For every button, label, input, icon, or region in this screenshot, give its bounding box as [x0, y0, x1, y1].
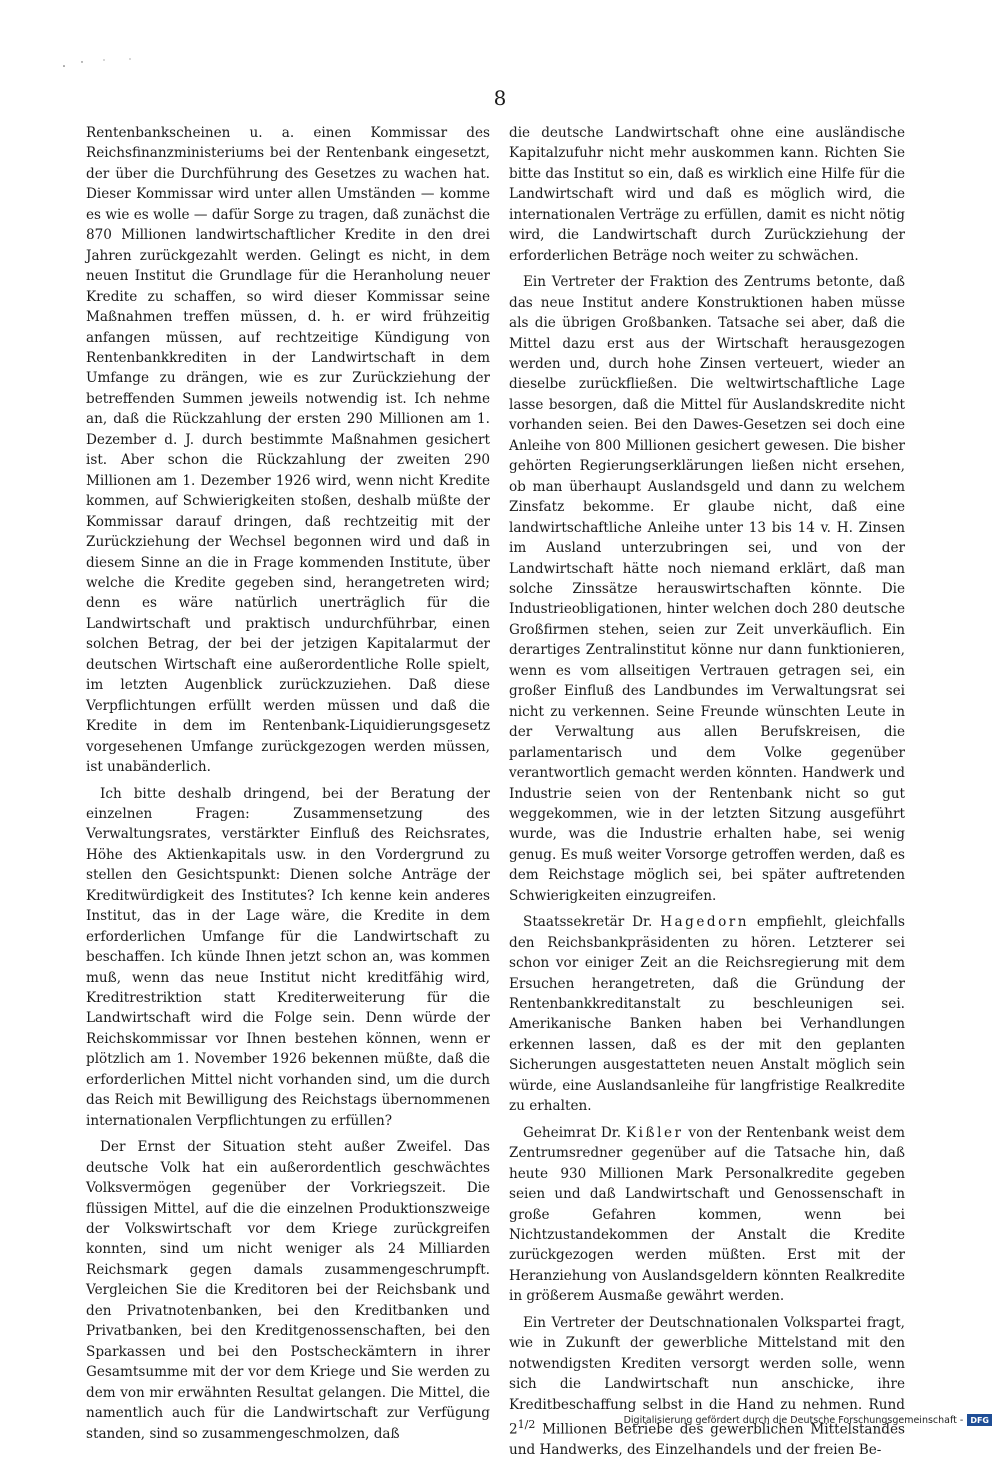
fraction: 1/2 [517, 1418, 536, 1432]
right-column [509, 123, 905, 1461]
right-paragraph-4 [509, 1123, 905, 1307]
p5-body: Millionen Betriebe des gewerblichen Mittelstandes und Handwerks, des Einzelhandels und der freien Be- [509, 1421, 905, 1459]
p3-lead: Staatssekretär Dr. [523, 914, 661, 931]
right-paragraph-2: Ein Vertreter der Fraktion des Zentrums betonte, daß das neue Institut andere Konstruktionen haben müsse als die übrigen Großbanken. Tatsache sei aber, daß die Mittel dazu erst aus der Wirtschaft herausgezogen werden und, durch hohe Zinsen verteuert, wieder an dieselbe zurückfließen. Die weltwirtschaftliche Lage lasse besorgen, daß die Mittel für Auslandskredite nicht vorhanden seien. Bei den Dawes-Gesetzen sei doch eine Anleihe von 800 Millionen gesichert gewesen. Die bisher gehörten Regierungserklärungen ließen nicht ersehen, ob man überhaupt Auslandsgeld und dann zu welchem Zinsfatz bekomme. Er glaube nicht, daß eine landwirtschaftliche Anleihe unter 13 bis 14 v. H. Zinsen im Ausland unterzubringen sei, und von der Landwirtschaft hätte noch niemand erklärt, daß man solche Zinssätze herauswirtschaften könnte. Die Industrieobligationen, hinter welchen doch 280 deutsche Großfirmen stehen, seien zur Zeit unverkäuflich. Ein derartiges Zentralinstitut könne nur dann funktionieren, wenn es vom allseitigen Vertrauen getragen sei, ein großer Einfluß des Landbundes im Verwaltungsrat sei nicht zu verkennen. Seine Freunde wünschten Leute in der Verwaltung aus allen Berufskreisen, die parlamentarisch und dem Volke gegenüber verantwortlich gemacht werden könnten. Handwerk und Industrie seien von der Rentenbank nicht so gut weggekommen, wie in der letzten Sitzung ausgeführt wurde, was die Industrie erhalten habe, sei wenig genug. Es muß weiter Vorsorge getroffen werden, daß es dem Reichstage möglich sei, bei später auftretenden Schwierigkeiten einzugreifen. [509, 274, 905, 904]
right-paragraph-1: die deutsche Landwirtschaft ohne eine ausländische Kapitalzufuhr nicht mehr auskommen kann. Richten Sie bitte das Institut so ein, daß es wirklich eine Hilfe für die Landwirtschaft wird und daß es möglich wird, die internationalen Verträge zu erfüllen, damit es nicht nötig wird, die Landwirtschaft durch Zurückziehung der erforderlichen Beträge noch weiter zu schwächen. [509, 125, 905, 264]
dfg-logo: DFG [967, 1414, 992, 1426]
left-paragraph-2: Ich bitte deshalb dringend, bei der Beratung der einzelnen Fragen: Zusammensetzung des Verwaltungsrates, verstärkter Einfluß des Reichsrates, Höhe des Aktienkapitals usw. in den Vordergrund zu stellen den Gesichtspunkt: Dienen solche Anträge der Kreditwürdigkeit des Institutes? Ich kenne kein anderes Institut, das in der Lage wäre, die Kredite in dem erforderlichen Umfange für die Landwirtschaft zu beschaffen. Ich künde Ihnen jetzt schon an, was kommen muß, wenn das neue Institut nicht kreditfähig wird, Kreditrestriktion statt Krediterweiterung für die Landwirtschaft wird die Folge sein. Denn würde der Reichskommissar vor Ihnen bestehen können, wenn er plötzlich am 1. November 1926 bekennen müßte, daß die erforderlichen Mittel nicht vorhanden sind, um die durch das Reich mit Bewilligung des Reichstags übernommenen internationalen Verpflichtungen zu erfüllen? [86, 785, 490, 1129]
left-paragraph-1: Rentenbankscheinen u. a. einen Kommissar des Reichsfinanzministeriums bei der Rentenbank eingesetzt, der über die Durchführung des Gesetzes zu wachen hat. Dieser Kommissar wird unter allen Umständen — komme es wie es wolle — dafür Sorge zu tragen, daß zunächst die 870 Millionen landwirtschaftlicher Kredite in den drei Jahren zurückgezahlt werden. Gelingt es nicht, in dem neuen Institut die Grundlage für die Heranholung neuer Kredite zu schaffen, so wird dieser Kommissar seine Maßnahmen treffen müssen, d. h. er wird frühzeitig anfangen müssen, auf rechtzeitige Kündigung von Rentenbankkrediten in der Landwirtschaft in dem Umfange zu drängen, wie es zur Zurückziehung der betreffenden Summen jeweils notwendig ist. Ich nehme an, daß die Rückzahlung der ersten 290 Millionen am 1. Dezember d. J. durch bestimmte Maßnahmen gesichert ist. Aber schon die Rückzahlung der zweiten 290 Millionen am 1. Dezember 1926 wird, wenn nicht Kredite kommen, auf Schwierigkeiten stoßen, deshalb müßte der Kommissar darauf dringen, daß rechtzeitig mit der Zurückziehung der Wechsel begonnen wird und daß in diesem Sinne an die in Frage kommenden Institute, über welche die Kredite gegeben sind, herangetreten wird; denn es wäre natürlich unerträglich für die Landwirtschaft und praktisch undurchführbar, einen solchen Betrag, der bei der jetzigen Kapitalarmut der deutschen Wirtschaft eine außerordentliche Rolle spielt, im letzten Augenblick zurückzuziehen. Daß diese Verpflichtungen erfüllt werden müssen und daß die Kredite in dem im Rentenbank-Liquidierungsgesetz vorgesehenen Umfange zurückgezogen werden müssen, ist unabänderlich. [86, 125, 490, 776]
speaker-name-hagedorn: Hagedorn [660, 914, 750, 931]
p4-lead: Geheimrat Dr. [523, 1124, 627, 1141]
left-paragraph-3: Der Ernst der Situation steht außer Zweifel. Das deutsche Volk hat ein außerordentlich geschwächtes Volksvermögen gegenüber der Vorkriegszeit. Die flüssigen Mittel, auf die die einzelnen Produktionszweige der Volkswirtschaft vor dem Kriege zurückgreifen konnten, sind um nicht weniger als 24 Milliarden Reichsmark gegen damals zusammengeschrumpft. Vergleichen Sie die Kreditoren bei der Reichsbank und den Privatnotenbanken, bei den Kreditbanken und Privatbanken, bei den Kreditgenossenschaften, bei den Sparkassen und bei den Postscheckämtern in ihrer Gesamtsumme mit der vor dem Kriege und Sie werden zu dem von mir erwähnten Resultat gelangen. Die Mittel, die namentlich auch für die Landwirtschaft zur Verfügung standen, sind so zusammengeschmolzen, daß [86, 1139, 490, 1442]
right-paragraph-5 [509, 1313, 905, 1461]
p4-body: von der Rentenbank weist dem Zentrumsredner gegenüber auf die Tatsache hin, daß heute 930 Millionen Mark Personalkredite gegeben seien und daß Landwirtschaft und Genossenschaft in große Gefahren kommen, wenn bei Nichtzustandekommen der Anstalt die Kredite zurückgezogen werden müßten. Erst mit der Heranziehung von Auslandsgeldern könnten Realkredite in größerem Ausmaße gewährt werden. [509, 1124, 906, 1305]
p5-lead: Ein Vertreter der Deutschnationalen Volkspartei fragt, wie in Zukunft der gewerbliche Mittelstand mit den notwendigsten Krediten versorgt werden solle, wenn sich die Landwirtschaft nun anschicke, ihre Kreditbeschaffung selbst in die Hand zu nehmen. Rund 2 [509, 1314, 905, 1438]
right-paragraph-3 [509, 912, 905, 1117]
p3-body: empfiehlt, gleichfalls den Reichsbankpräsidenten zu hören. Letzterer sei schon vor einiger Zeit an die Reichsregierung mit dem Ersuchen herangetreten, daß die Gründung der Rentenbankkreditanstalt zu beschleunigen sei. Amerikanische Banken haben bei Verhandlungen erkennen lassen, daß es der mit den geplanten Sicherungen ausgestatteten neuen Anstalt möglich sein würde, eine Auslandsanleihe für langfristige Realkredite zu erhalten. [509, 914, 905, 1115]
footer [624, 1414, 992, 1426]
footer-text: Digitalisierung gefördert durch die Deutsche Forschungsgemeinschaft - [623, 1414, 964, 1426]
page-number: 8 [493, 86, 507, 110]
speaker-name-kissler: Kißler [626, 1124, 684, 1141]
left-column [86, 123, 490, 1444]
scan-specks [60, 56, 180, 76]
